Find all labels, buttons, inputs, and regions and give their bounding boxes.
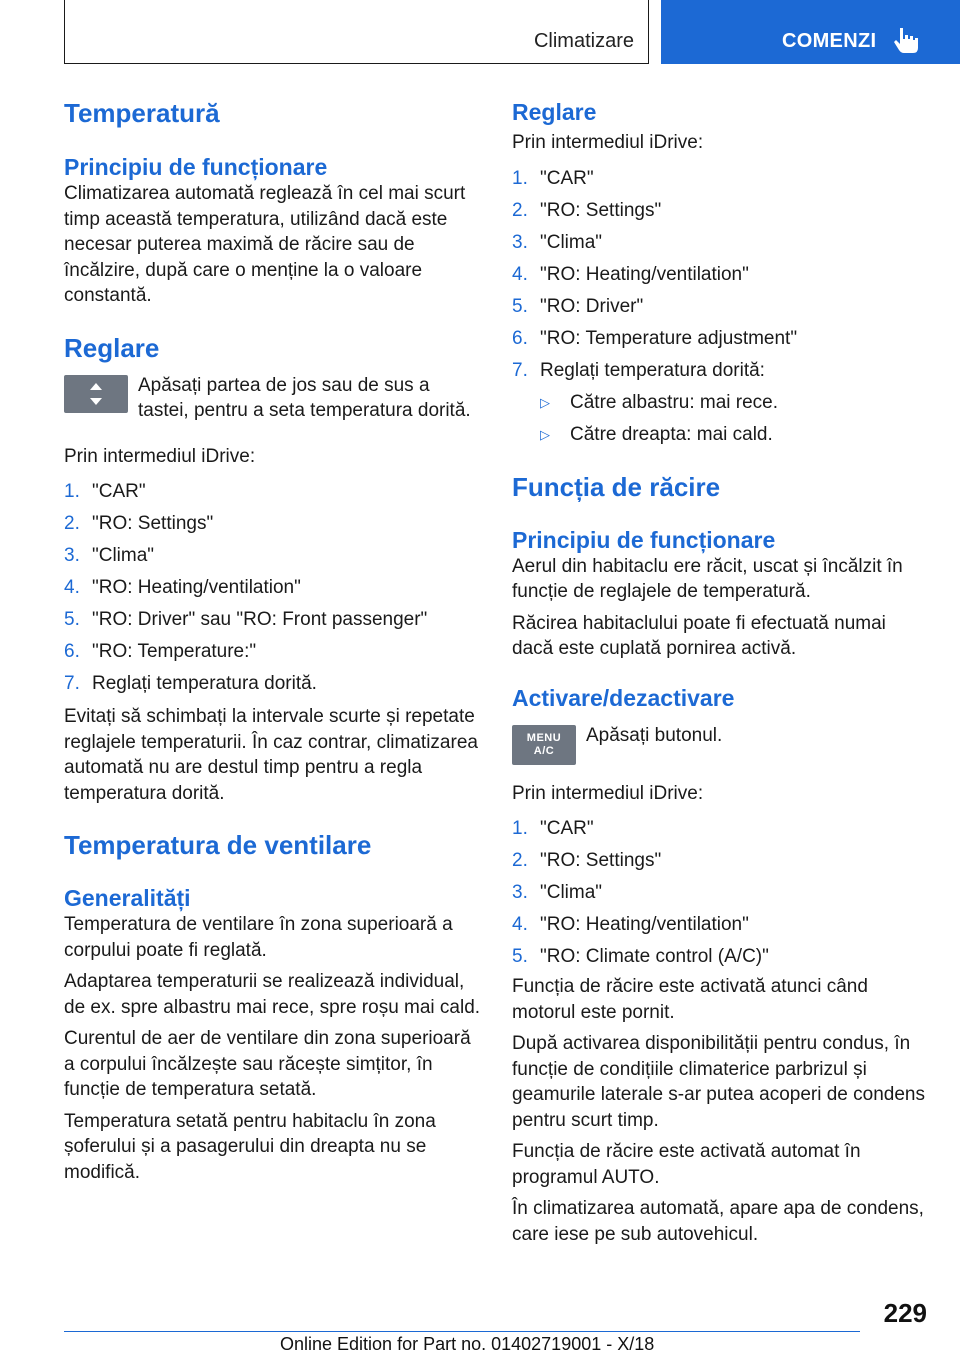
paragraph-after-2: După activarea disponibilității pentru condus, în funcție de condițiile climaterice parbrizul și geamurile laterale s-ar putea acoperi de condens pentru scurt timp.	[512, 1033, 925, 1131]
paragraph-general-1: Temperatura de ventilare în zona superioară a corpului poate fi reglată.	[64, 914, 453, 961]
steps-list-right	[512, 163, 932, 387]
paragraph-principle-2: Răcirea habitaclului poate fi efectuată numai dacă este cuplată pornirea activă.	[512, 612, 886, 659]
paragraph-general-3: Curentul de aer de ventilare din zona superioară a corpului încălzește sau răcește simțitor, în funcție de temperatura setată.	[64, 1028, 471, 1100]
list-item: 5. "RO: Driver"	[512, 295, 644, 317]
heading-general: Generalități	[64, 885, 191, 911]
running-header-section	[64, 0, 649, 64]
list-item: 3. "Clima"	[64, 545, 155, 566]
list-item: 5. "RO: Climate control (A/C)"	[512, 946, 769, 967]
list-item: 1. "CAR"	[64, 481, 146, 502]
list-item: 1. "CAR"	[512, 818, 594, 839]
menu-ac-key-icon: MENU A/C	[512, 725, 576, 765]
paragraph-after-1: Funcția de răcire este activată atunci când motorul este pornit.	[512, 976, 868, 1023]
list-item: ▷ Către dreapta: mai cald.	[540, 419, 932, 451]
triangle-bullet-icon: ▷	[540, 394, 550, 410]
paragraph-idrive-right: Prin intermediul iDrive:	[512, 132, 704, 153]
hand-pointer-icon	[893, 26, 919, 54]
list-item: 5. "RO: Driver" sau "RO: Front passenger"	[64, 609, 428, 630]
list-item: 4. "RO: Heating/ventilation"	[64, 577, 301, 598]
list-item: 2. "RO: Settings"	[512, 850, 662, 871]
heading-vent-temperature: Temperatura de ventilare	[64, 830, 372, 860]
list-item: 7. Reglați temperatura dorită:	[512, 359, 765, 381]
list-item: 3. "Clima"	[512, 231, 603, 253]
list-item: 2. "RO: Settings"	[64, 513, 214, 534]
paragraph-press: Apăsați butonul.	[586, 724, 723, 746]
paragraph-principle: Climatizarea automată reglează în cel mai scurt timp această temperatura, utilizând dacă este necesar puterea maximă de răcire sau de încălzire, după care o menține la o valoare constantă.	[64, 183, 466, 306]
heading-adjust-right: Reglare	[512, 99, 597, 125]
menu-ac-button-row	[512, 723, 932, 769]
list-item: 2. "RO: Settings"	[512, 199, 662, 221]
heading-cooling: Funcția de răcire	[512, 471, 721, 502]
paragraph-idrive-right-2: Prin intermediul iDrive:	[512, 782, 704, 804]
chapter-tab	[661, 0, 960, 64]
temperature-button-row	[64, 373, 484, 424]
list-item: 4. "RO: Heating/ventilation"	[512, 914, 749, 935]
heading-principle: Principiu de funcționare	[64, 154, 328, 180]
paragraph-after-4: În climatizarea automată, apare apa de condens, care iese pe sub autovehicul.	[512, 1198, 924, 1245]
right-column	[512, 96, 932, 1247]
footer-divider	[64, 1331, 860, 1332]
heading-adjust: Reglare	[64, 332, 160, 363]
up-down-key-icon	[64, 375, 128, 413]
paragraph-idrive: Prin intermediul iDrive:	[64, 445, 256, 467]
left-column	[64, 96, 484, 1185]
page-number: 229	[883, 1298, 927, 1328]
section-title: Climatizare	[533, 30, 634, 52]
list-item: 6. "RO: Temperature adjustment"	[512, 327, 798, 349]
chapter-tab-label: COMENZI	[782, 30, 877, 52]
sub-steps-list	[540, 387, 932, 451]
paragraph-after-3: Funcția de răcire este activată automat în programul AUTO.	[512, 1141, 861, 1188]
edition-text: Online Edition for Part no. 01402719001 - X/18	[280, 1334, 655, 1354]
list-item: ▷ Către albastru: mai rece.	[540, 387, 932, 419]
heading-activate: Activare/dezactivare	[512, 684, 735, 711]
list-item: 7. Reglați temperatura dorită.	[64, 673, 317, 694]
list-item: 4. "RO: Heating/ventilation"	[512, 263, 749, 285]
list-item: 1. "CAR"	[512, 167, 594, 189]
list-item: 3. "Clima"	[512, 882, 603, 903]
heading-principle-right: Principiu de funcționare	[512, 526, 776, 553]
steps-list	[64, 476, 484, 700]
paragraph-adjust-button: Apăsați partea de jos sau de sus a tastei, pentru a seta temperatura dorită.	[138, 374, 471, 421]
paragraph-avoid: Evitați să schimbați la intervale scurte și repetate reglajele temperaturii. În caz contrar, climatizarea automată nu are destul timp pentru a regla temperatura dorită.	[64, 706, 478, 804]
list-item: 6. "RO: Temperature:"	[64, 641, 257, 662]
triangle-bullet-icon: ▷	[540, 426, 550, 442]
paragraph-general-4: Temperatura setată pentru habitaclu în zona șoferului și a pasagerului din dreapta nu se modifică.	[64, 1110, 436, 1183]
steps-list-right-2	[512, 813, 932, 973]
heading-temperature: Temperatură	[64, 98, 220, 128]
paragraph-principle-1: Aerul din habitaclu ere răcit, uscat și încălzit în funcție de reglajele de temperatură.	[512, 555, 903, 602]
paragraph-general-2: Adaptarea temperaturii se realizează individual, de ex. spre albastru mai rece, spre roșu mai cald.	[64, 971, 481, 1018]
